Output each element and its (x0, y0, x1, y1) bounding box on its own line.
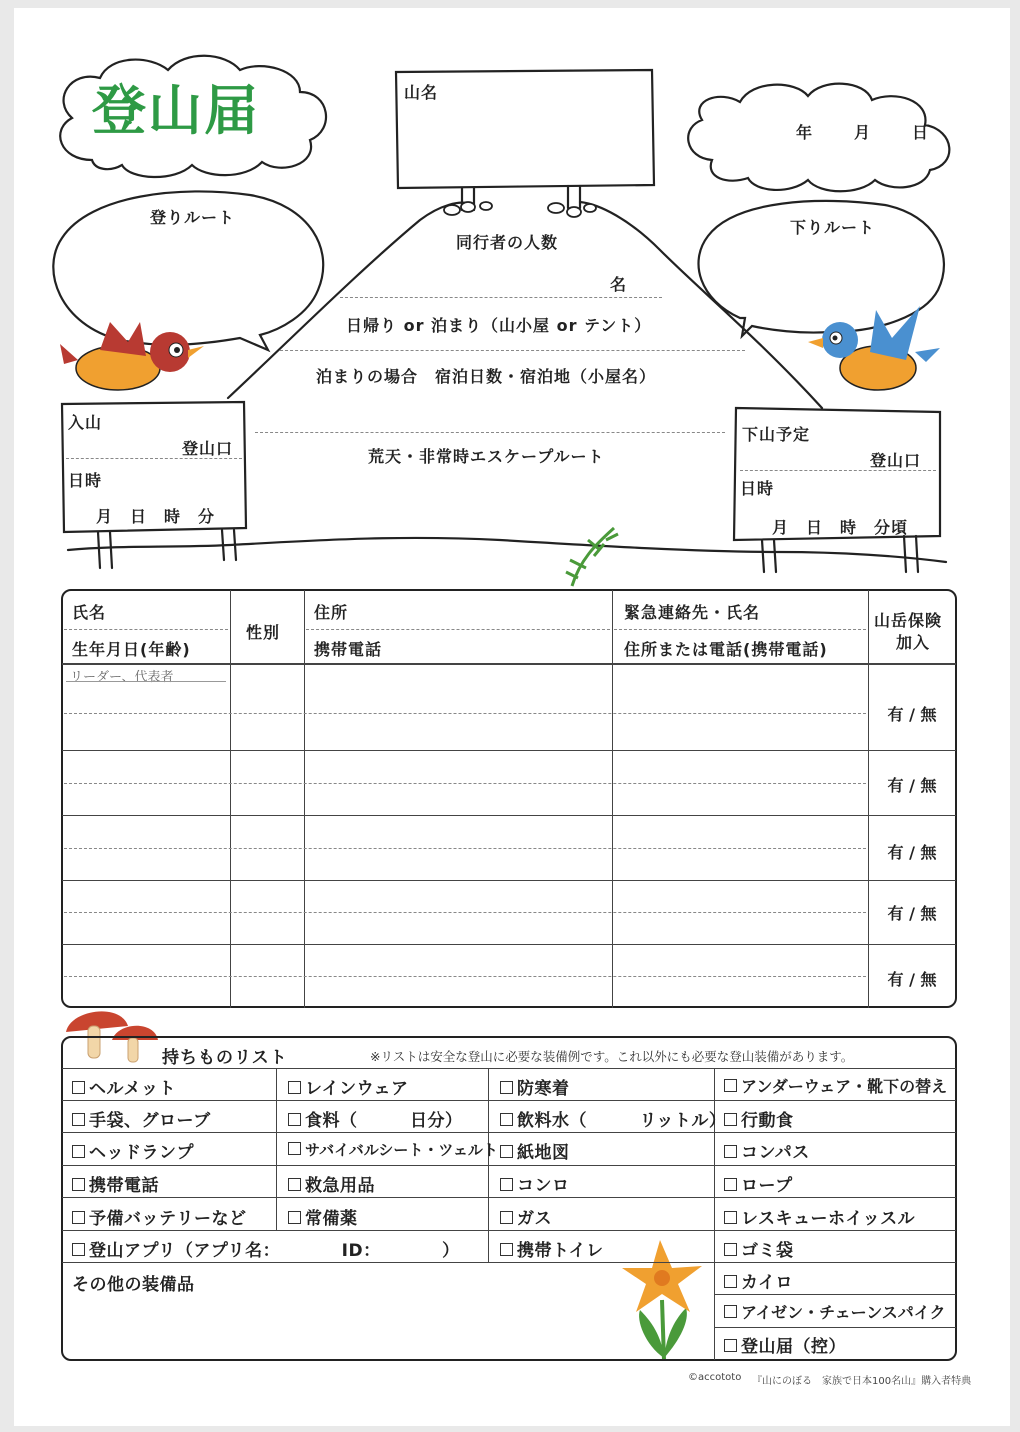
checklist-item[interactable]: 防寒着 (500, 1074, 570, 1099)
checklist-col-divider (488, 1068, 489, 1262)
date-day-label: 日 (912, 123, 930, 142)
checklist-divider (62, 1132, 956, 1133)
entry-datetime-label: 日時 (68, 471, 103, 490)
escape-route-label: 荒天・非常時エスケープルート (368, 447, 605, 466)
checklist-item[interactable]: レスキューホイッスル (724, 1204, 915, 1229)
divider (740, 470, 936, 471)
checklist-item[interactable]: ゴミ袋 (724, 1236, 794, 1261)
companions-label: 同行者の人数 (456, 233, 559, 252)
checkbox[interactable] (500, 1113, 513, 1126)
column-divider (230, 590, 231, 1008)
checklist-item[interactable]: 行動食 (724, 1106, 794, 1131)
red-bird-icon (60, 322, 204, 390)
row-divider (62, 944, 956, 945)
entry-time-units: 月 日 時 分 (96, 507, 216, 526)
checklist-item[interactable]: ヘルメット (72, 1074, 176, 1099)
hint-underline (66, 681, 226, 682)
leader-hint: リーダー、代表者 (70, 670, 174, 685)
checkbox[interactable] (500, 1243, 513, 1256)
exit-trailhead-label: 登山口 (870, 451, 922, 470)
header-mobile: 携帯電話 (314, 640, 383, 659)
checklist-item[interactable]: 紙地図 (500, 1138, 570, 1163)
checklist-title: 持ちものリスト (162, 1048, 288, 1068)
copyright: ©accototo (688, 1372, 742, 1383)
checkbox[interactable] (500, 1211, 513, 1224)
checklist-divider (62, 1100, 956, 1101)
column-divider (612, 590, 613, 1008)
entry-label: 入山 (68, 413, 103, 432)
header-emergency-contact: 住所または電話(携帯電話) (624, 640, 828, 659)
checkbox[interactable] (72, 1243, 85, 1256)
checkbox[interactable] (72, 1211, 85, 1224)
plant-icon (566, 528, 618, 586)
header-birthdate: 生年月日(年齢) (72, 640, 191, 659)
checklist-divider (62, 1230, 956, 1231)
descent-route-label: 下りルート (790, 218, 876, 237)
checklist-item[interactable]: ヘッドランプ (72, 1138, 194, 1163)
checkbox[interactable] (288, 1178, 301, 1191)
exit-datetime-label: 日時 (740, 479, 775, 498)
header-dash (306, 629, 610, 630)
checklist-item[interactable]: 携帯電話 (72, 1171, 159, 1196)
ascent-route-label: 登りルート (150, 208, 236, 227)
checkbox[interactable] (724, 1305, 737, 1318)
checklist-item[interactable]: 登山届（控） (724, 1332, 846, 1357)
checkbox[interactable] (288, 1081, 301, 1094)
checkbox[interactable] (724, 1079, 737, 1092)
overnight-label: 泊まりの場合 宿泊日数・宿泊地（小屋名） (316, 367, 657, 386)
blue-bird-icon (808, 306, 940, 390)
exit-time-units: 月 日 時 分頃 (772, 518, 909, 537)
checkbox[interactable] (724, 1145, 737, 1158)
checkbox[interactable] (500, 1081, 513, 1094)
checkbox[interactable] (724, 1211, 737, 1224)
header-insurance: 山岳保険 (874, 611, 943, 630)
checklist-divider (62, 1165, 956, 1166)
checkbox[interactable] (72, 1178, 85, 1191)
date-month-label: 月 (854, 123, 872, 142)
insurance-yes-no[interactable]: 有 / 無 (887, 843, 937, 862)
checklist-divider (714, 1327, 956, 1328)
checklist-divider (62, 1262, 716, 1263)
row-dash (64, 713, 866, 714)
checklist-item[interactable]: 救急用品 (288, 1171, 375, 1196)
checkbox[interactable] (724, 1113, 737, 1126)
checkbox[interactable] (724, 1275, 737, 1288)
checkbox[interactable] (72, 1113, 85, 1126)
row-divider (62, 750, 956, 751)
checkbox[interactable] (288, 1142, 301, 1155)
row-dash (64, 848, 866, 849)
row-dash (64, 783, 866, 784)
exit-label: 下山予定 (742, 425, 811, 444)
checklist-item[interactable]: 常備薬 (288, 1204, 358, 1229)
persons-unit-label: 名 (610, 275, 628, 294)
header-address: 住所 (314, 603, 349, 622)
checklist-divider (714, 1294, 956, 1295)
checkbox[interactable] (724, 1178, 737, 1191)
insurance-yes-no[interactable]: 有 / 無 (887, 776, 937, 795)
other-equipment-label: その他の装備品 (72, 1275, 195, 1295)
header-dash (64, 629, 228, 630)
checklist-divider (714, 1262, 956, 1263)
column-divider (868, 590, 869, 1008)
checklist-col-divider (276, 1068, 277, 1230)
checklist-note: ※リストは安全な登山に必要な装備例です。これ以外にも必要な登山装備があります。 (370, 1049, 854, 1064)
column-divider (304, 590, 305, 1008)
checklist-item[interactable]: 飲料水（ リットル） (500, 1106, 726, 1131)
date-year-label: 年 (796, 123, 814, 142)
form-title: 登山届 (92, 79, 260, 142)
header-name: 氏名 (72, 603, 107, 622)
header-divider (62, 663, 956, 665)
checkbox[interactable] (500, 1178, 513, 1191)
row-dash (64, 976, 866, 977)
header-emergency: 緊急連絡先・氏名 (624, 603, 761, 622)
checklist-item[interactable]: ガス (500, 1204, 552, 1229)
header-insurance-join: 加入 (896, 633, 931, 652)
checklist-item[interactable]: カイロ (724, 1268, 793, 1293)
checklist-divider (62, 1197, 956, 1198)
checklist-item[interactable]: 登山アプリ（アプリ名： ID： ） (72, 1236, 460, 1261)
checklist-divider (62, 1068, 956, 1069)
divider (255, 432, 725, 433)
trip-type-label: 日帰り or 泊まり（山小屋 or テント） (346, 316, 652, 335)
checkbox[interactable] (288, 1113, 301, 1126)
checklist-item[interactable]: ロープ (724, 1171, 793, 1196)
divider (340, 297, 662, 298)
checkbox[interactable] (724, 1243, 737, 1256)
row-divider (62, 815, 956, 816)
checkbox[interactable] (288, 1211, 301, 1224)
checkbox[interactable] (72, 1081, 85, 1094)
checklist-item[interactable]: 予備バッテリーなど (72, 1204, 247, 1229)
checkbox[interactable] (72, 1145, 85, 1158)
mountain-name-label: 山名 (404, 83, 439, 102)
checklist-item[interactable]: アンダーウェア・靴下の替え (724, 1074, 947, 1097)
insurance-yes-no[interactable]: 有 / 無 (887, 904, 937, 923)
checklist-item[interactable]: 手袋、グローブ (72, 1106, 211, 1131)
insurance-yes-no[interactable]: 有 / 無 (887, 705, 937, 724)
header-sex: 性別 (246, 623, 281, 642)
divider (66, 458, 242, 459)
checklist-item[interactable]: コンロ (500, 1171, 570, 1196)
checklist-item[interactable]: アイゼン・チェーンスパイク (724, 1300, 945, 1323)
checklist-item[interactable]: コンパス (724, 1138, 810, 1163)
checklist-item[interactable]: 食料（ 日分） (288, 1106, 463, 1131)
checklist-item[interactable]: 携帯トイレ (500, 1236, 604, 1261)
checkbox[interactable] (500, 1145, 513, 1158)
insurance-yes-no[interactable]: 有 / 無 (887, 970, 937, 989)
footer-note: 『山にのぼる 家族で日本100名山』購入者特典 (752, 1376, 972, 1387)
row-divider (62, 880, 956, 881)
checkbox[interactable] (724, 1339, 737, 1352)
checklist-item[interactable]: サバイバルシート・ツェルト (288, 1139, 498, 1160)
entry-trailhead-label: 登山口 (182, 439, 234, 458)
header-dash (614, 629, 866, 630)
divider (280, 350, 745, 351)
checklist-item[interactable]: レインウェア (288, 1074, 408, 1099)
row-dash (64, 912, 866, 913)
